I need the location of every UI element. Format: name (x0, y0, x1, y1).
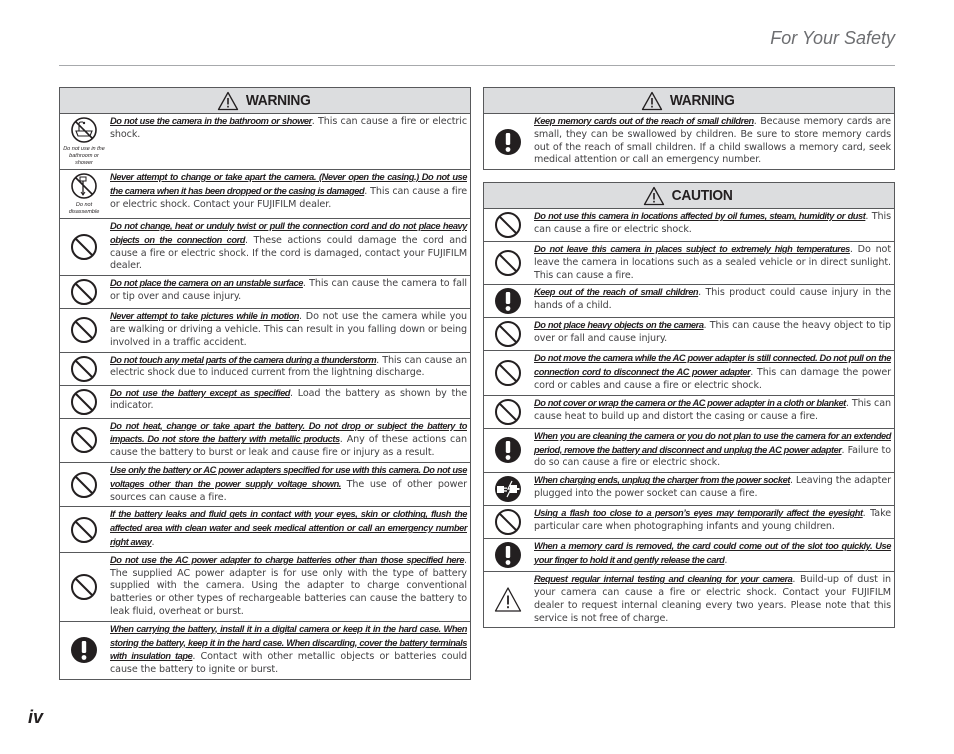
row-body-text: . Any of these actions can cause the battery to burst or leak and cause fire or injury as a result. (110, 434, 467, 459)
safety-row (60, 553, 470, 622)
row-lead-text: Request regular internal testing and cleaning for your camera (534, 574, 793, 585)
mandatory-icon (494, 541, 522, 569)
row-body-text: . The supplied AC power adapter is for use only with the type of battery supplied with the camera. Using the adapter to charge conventional batteries or other types of rechargeable batteries can cause the battery to leak fluid, overheat or burst. (110, 554, 467, 617)
row-lead-text: Do not move the camera while the AC power adapter is still connected. Do not pull on the connection cord to disconnect the AC power adapter (534, 353, 891, 378)
safety-row (484, 114, 894, 169)
safety-row (60, 276, 470, 309)
mandatory-icon (494, 128, 522, 156)
safety-row (484, 506, 894, 539)
row-text (532, 351, 894, 394)
row-icon-cell (484, 396, 532, 428)
row-icon-cell (484, 285, 532, 317)
prohibition-icon (70, 471, 98, 499)
row-lead-text: Never attempt to change or take apart the camera. (Never open the casing.) Do not use the camera when it has been dropped or the casing is damaged (110, 172, 467, 196)
row-text (108, 507, 470, 551)
row-lead-text: Using a flash too close to a person’s eyes may temporarily affect the eyesight (534, 508, 863, 519)
row-body-text: . Do not use the camera while you are walking or driving a vehicle. This can result in you falling down or being involved in a traffic accident. (110, 311, 467, 348)
prohibition-icon (494, 211, 522, 239)
row-text (108, 553, 470, 621)
safety-row (60, 353, 470, 386)
safety-row (484, 396, 894, 429)
row-text (108, 419, 470, 462)
row-body-text: . This can cause a fire or electric shock. (110, 116, 467, 140)
safety-row (484, 572, 894, 627)
row-body-text: . Take particular care when photographing infants and young children. (534, 508, 891, 532)
prohibition-icon (494, 398, 522, 426)
safety-row (484, 242, 894, 285)
caution-heading (484, 183, 894, 209)
row-text (108, 219, 470, 275)
row-icon-cell (484, 572, 532, 627)
row-body-text: . (724, 554, 728, 566)
prohibition-icon (70, 316, 98, 344)
row-body-text: . Failure to do so can cause a fire or electric shock. (534, 444, 891, 469)
safety-row (60, 463, 470, 507)
row-icon-cell (60, 114, 108, 169)
right-column-bottom (483, 182, 895, 628)
row-body-text: . These actions could damage the cord and cause a fire or electric shock. If the cord is damaged, contact your FUJIFILM dealer. (110, 234, 467, 272)
row-body-text: . This can cause the camera to fall or tip over and cause injury. (110, 278, 467, 302)
safety-row (60, 114, 470, 170)
row-icon-cell (484, 539, 532, 571)
row-text (108, 114, 470, 169)
warning-box-left (59, 87, 471, 680)
safety-row (60, 386, 470, 419)
row-text (108, 386, 470, 418)
row-body-text: . This can cause heat to build up and distort the casing or cause a fire. (534, 397, 891, 422)
row-text (532, 429, 894, 472)
row-lead-text: Do not use this camera in locations affected by oil fumes, steam, humidity or dust (534, 211, 866, 221)
no-disassemble-icon (70, 172, 98, 200)
row-icon-cell (60, 170, 108, 218)
row-lead-text: Do not cover or wrap the camera or the AC power adapter in a cloth or blanket (534, 397, 846, 408)
row-icon-cell (60, 386, 108, 418)
safety-row (60, 170, 470, 219)
prohibition-icon (70, 355, 98, 383)
unplug-icon (494, 475, 522, 503)
row-icon-cell (484, 506, 532, 538)
row-icon-cell (60, 419, 108, 462)
header-divider (59, 65, 895, 66)
row-lead-text: Do not use the battery except as specified (110, 387, 291, 398)
row-icon-cell (60, 309, 108, 351)
left-column (59, 87, 471, 680)
row-body-text: . This can cause a fire or electric shock. (534, 211, 891, 235)
warning-heading (60, 88, 470, 114)
safety-row (60, 507, 470, 552)
safety-row (484, 539, 894, 572)
prohibition-icon (70, 388, 98, 416)
warning-heading (484, 88, 894, 114)
warning-rows (60, 114, 470, 679)
row-icon-cell (60, 463, 108, 506)
prohibition-icon (70, 426, 98, 454)
warning-triangle-icon (641, 91, 663, 111)
row-lead-text: Do not use the camera in the bathroom or shower (110, 116, 312, 126)
icon-caption: Do not disassemble (68, 202, 100, 215)
row-lead-text: Do not touch any metal parts of the camera during a thunderstorm (110, 354, 377, 365)
row-icon-cell (484, 473, 532, 505)
row-text (108, 622, 470, 679)
row-icon-cell (60, 276, 108, 308)
row-lead-text: Do not use the AC power adapter to charge batteries other than those specified here (110, 554, 465, 565)
mandatory-icon (494, 287, 522, 315)
row-body-text: . This product could cause injury in the hands of a child. (534, 287, 891, 312)
prohibition-icon (494, 508, 522, 536)
row-body-text: . Do not leave the camera in locations such as a sealed vehicle or in direct sunlight. This can cause a fire. (534, 244, 891, 281)
row-text (108, 309, 470, 351)
prohibition-icon (70, 573, 98, 601)
row-lead-text: Keep memory cards out of the reach of small children (534, 116, 754, 126)
row-body-text: . This can cause an electric shock due to induced current from the lightning discharge. (110, 354, 467, 379)
row-lead-text: When charging ends, unplug the charger from the power socket (534, 475, 790, 486)
row-icon-cell (60, 219, 108, 275)
row-body-text: . This can cause a fire or electric shock. Contact your FUJIFILM dealer. (110, 185, 468, 210)
caution-heading-label: CAUTION (671, 187, 733, 204)
row-text (532, 318, 894, 350)
prohibition-icon (70, 516, 98, 544)
row-text (532, 242, 894, 284)
row-lead-text: Use only the battery or AC power adapters specified for use with this camera. Do not use voltages other than the power supply voltage shown. (110, 464, 467, 489)
row-text (532, 114, 894, 169)
caution-box (483, 182, 895, 628)
row-body-text: . Load the battery as shown by the indicator. (110, 387, 467, 412)
row-body-text: . (151, 536, 155, 548)
row-icon-cell (60, 553, 108, 621)
page-number: iv (28, 707, 44, 727)
row-lead-text: Do not place the camera on an unstable surface (110, 278, 303, 289)
row-icon-cell (60, 353, 108, 385)
safety-row (60, 622, 470, 679)
safety-row (60, 419, 470, 463)
safety-row (484, 285, 894, 318)
row-lead-text: Do not leave this camera in places subject to extremely high temperatures (534, 244, 850, 254)
row-lead-text: When you are cleaning the camera or you do not plan to use the camera for an extended period, remove the battery and disconnect and unplug the AC power adapter (534, 430, 891, 455)
row-text (108, 170, 470, 218)
row-text (532, 473, 894, 505)
safety-row (484, 318, 894, 351)
row-body-text: . Build-up of dust in your camera can cause a fire or electric shock. Contact your FUJIFILM dealer to request internal cleaning every two years. Please note that this service is not free of charge. (534, 574, 891, 624)
caution-rows (484, 209, 894, 627)
row-body-text: . This can cause the heavy object to tip over or fall and cause injury. (534, 320, 891, 345)
safety-row (484, 209, 894, 242)
warning-heading-label: WARNING (245, 92, 311, 109)
warning-rows (484, 114, 894, 169)
row-icon-cell (484, 114, 532, 169)
mandatory-icon (70, 636, 98, 664)
safety-row (60, 309, 470, 352)
row-text (532, 506, 894, 538)
caution-icon (494, 586, 522, 614)
row-body-text: . Because memory cards are small, they can be swallowed by children. Be sure to store memory cards out of the reach of small children. If a child swallows a memory card, seek medical attention or call an emergency number. (534, 116, 891, 166)
row-text (108, 276, 470, 308)
no-bathroom-icon (70, 116, 98, 144)
row-body-text: . Leaving the adapter plugged into the power socket can cause a fire. (534, 475, 891, 499)
prohibition-icon (494, 320, 522, 348)
safety-row (60, 219, 470, 276)
row-icon-cell (484, 351, 532, 394)
prohibition-icon (70, 278, 98, 306)
row-lead-text: If the battery leaks and fluid gets in contact with your eyes, skin or clothing, flush the affected area with clean water and seek medical attention or call an emergency number right away (110, 509, 467, 547)
safety-row (484, 429, 894, 473)
prohibition-icon (494, 359, 522, 387)
warning-triangle-icon (643, 186, 665, 206)
row-icon-cell (484, 429, 532, 472)
row-text (108, 463, 470, 506)
mandatory-icon (494, 436, 522, 464)
row-text (532, 396, 894, 428)
row-lead-text: When a memory card is removed, the card could come out of the slot too quickly. Use your finger to hold it and gently release the card (534, 541, 891, 565)
row-lead-text: When carrying the battery, install it in a digital camera or keep it in the hard case. When storing the battery, keep it in the hard case. When discarding, cover the battery terminals with insulation tape (110, 623, 467, 662)
safety-row (484, 473, 894, 506)
page-header-title: For Your Safety (770, 28, 895, 48)
row-body-text: . This can damage the power cord or cables and cause a fire or electric shock. (534, 367, 891, 391)
prohibition-icon (494, 249, 522, 277)
row-text (532, 285, 894, 317)
row-text (108, 353, 470, 385)
row-lead-text: Do not change, heat or unduly twist or pull the connection cord and do not place heavy objects on the connection cord (110, 221, 467, 245)
row-lead-text: Do not heat, change or take apart the battery. Do not drop or subject the battery to impacts. Do not store the battery with metallic products (110, 420, 467, 445)
prohibition-icon (70, 233, 98, 261)
row-icon-cell (484, 209, 532, 241)
safety-row (484, 351, 894, 395)
row-lead-text: Never attempt to take pictures while in motion (110, 311, 300, 322)
row-body-text: . Contact with other metallic objects or batteries could cause the battery to ignite or burst. (110, 651, 467, 676)
row-icon-cell (484, 318, 532, 350)
row-text (532, 572, 894, 627)
row-icon-cell (60, 622, 108, 679)
row-icon-cell (60, 507, 108, 551)
row-lead-text: Do not place heavy objects on the camera (534, 320, 704, 331)
row-body-text: The use of other power sources can cause a fire. (110, 478, 467, 503)
icon-caption: Do not use in the bathroom or shower (63, 146, 105, 166)
warning-heading-label: WARNING (669, 92, 735, 109)
row-text (532, 209, 894, 241)
right-column-top (483, 87, 895, 170)
row-text (532, 539, 894, 571)
row-icon-cell (484, 242, 532, 284)
row-lead-text: Keep out of the reach of small children (534, 287, 699, 298)
warning-box-right (483, 87, 895, 170)
warning-triangle-icon (217, 91, 239, 111)
